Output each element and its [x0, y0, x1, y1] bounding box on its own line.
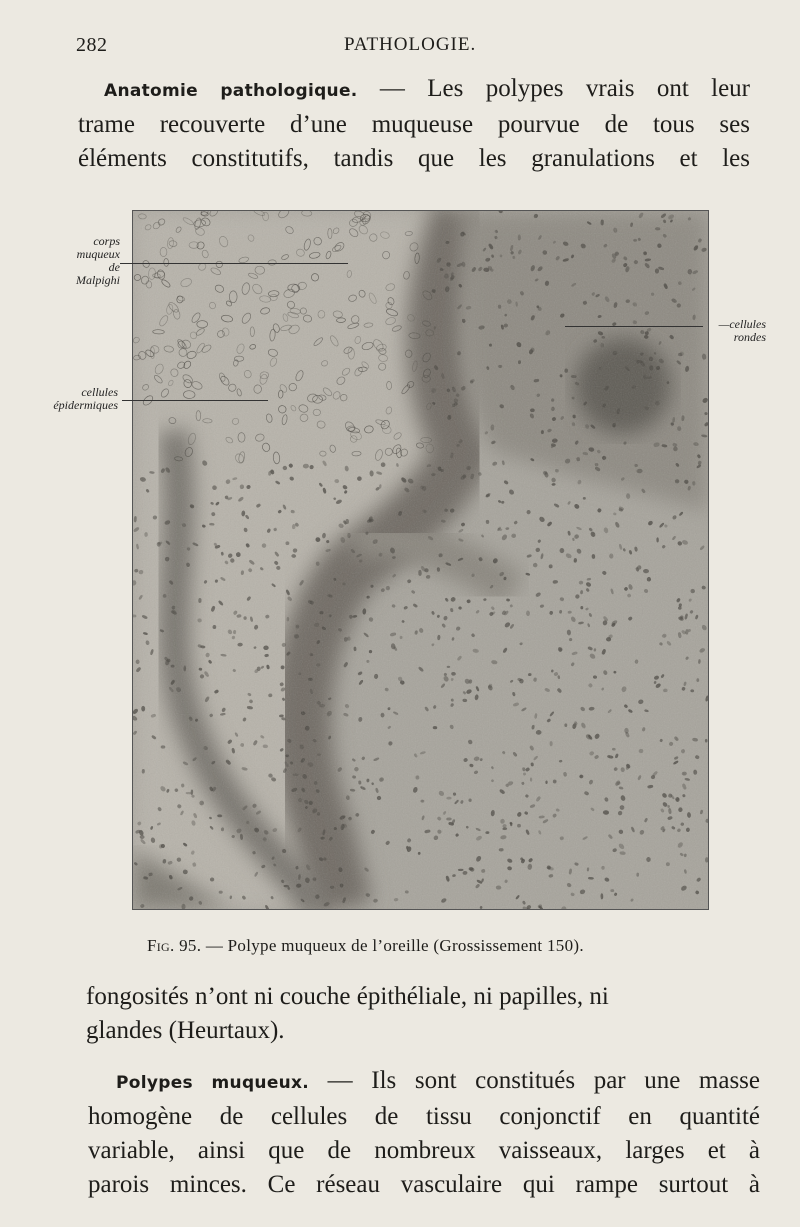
label-line: épidermiques	[53, 398, 118, 412]
line-text: — Ils sont constitués par une masse	[309, 1067, 760, 1094]
figure-caption	[147, 936, 584, 956]
running-title: PATHOLOGIE.	[344, 34, 477, 55]
section-heading: Polypes muqueux.	[116, 1073, 310, 1093]
label-cellules-epidermiques	[14, 386, 118, 412]
label-line: Malpighi	[76, 273, 120, 287]
paragraph-line: fongosités n’ont ni couche épithéliale, ni papilles, ni	[86, 983, 609, 1010]
page-number: 282	[76, 34, 108, 56]
label-line: —cellules	[718, 317, 766, 331]
paragraph-line: variable, ainsi que de nombreux vaisseaux, larges et à	[88, 1137, 760, 1164]
paragraph-line: éléments constitutifs, tandis que les granulations et les	[78, 145, 750, 172]
label-line: de	[108, 260, 120, 274]
label-line: rondes	[733, 330, 766, 344]
paragraph-line	[88, 1064, 760, 1100]
paragraph-line	[78, 72, 750, 108]
paragraph-line: glandes (Heurtaux).	[86, 1017, 285, 1044]
paragraph-line: trame recouverte d’une muqueuse pourvue de tous ses	[78, 111, 750, 138]
label-line: cellules	[81, 385, 118, 399]
line-text: — Les polypes vrais ont leur	[357, 75, 751, 102]
label-corps-muqueux	[36, 235, 120, 287]
paragraph-polypes-muqueux	[88, 1064, 760, 1202]
paragraph-anatomie	[78, 72, 750, 176]
section-heading: Anatomie pathologique.	[104, 81, 358, 101]
label-cellules-rondes	[700, 318, 766, 344]
leader-line-rondes	[565, 326, 703, 327]
micrograph-illustration	[133, 211, 708, 909]
caption-text: — Polype muqueux de l’oreille (Grossissement 150).	[201, 936, 584, 955]
label-line: muqueux	[76, 247, 120, 261]
figure-number: Fig. 95.	[147, 936, 202, 955]
paragraph-line: parois minces. Ce réseau vasculaire qui rampe surtout à	[88, 1171, 760, 1198]
histology-figure	[132, 210, 709, 910]
label-line: corps	[93, 234, 120, 248]
paragraph-fongosites	[86, 980, 760, 1048]
paragraph-line: homogène de cellules de tissu conjonctif en quantité	[88, 1103, 760, 1130]
leader-line-epidermiques	[122, 400, 268, 401]
leader-line-corps	[120, 263, 348, 264]
